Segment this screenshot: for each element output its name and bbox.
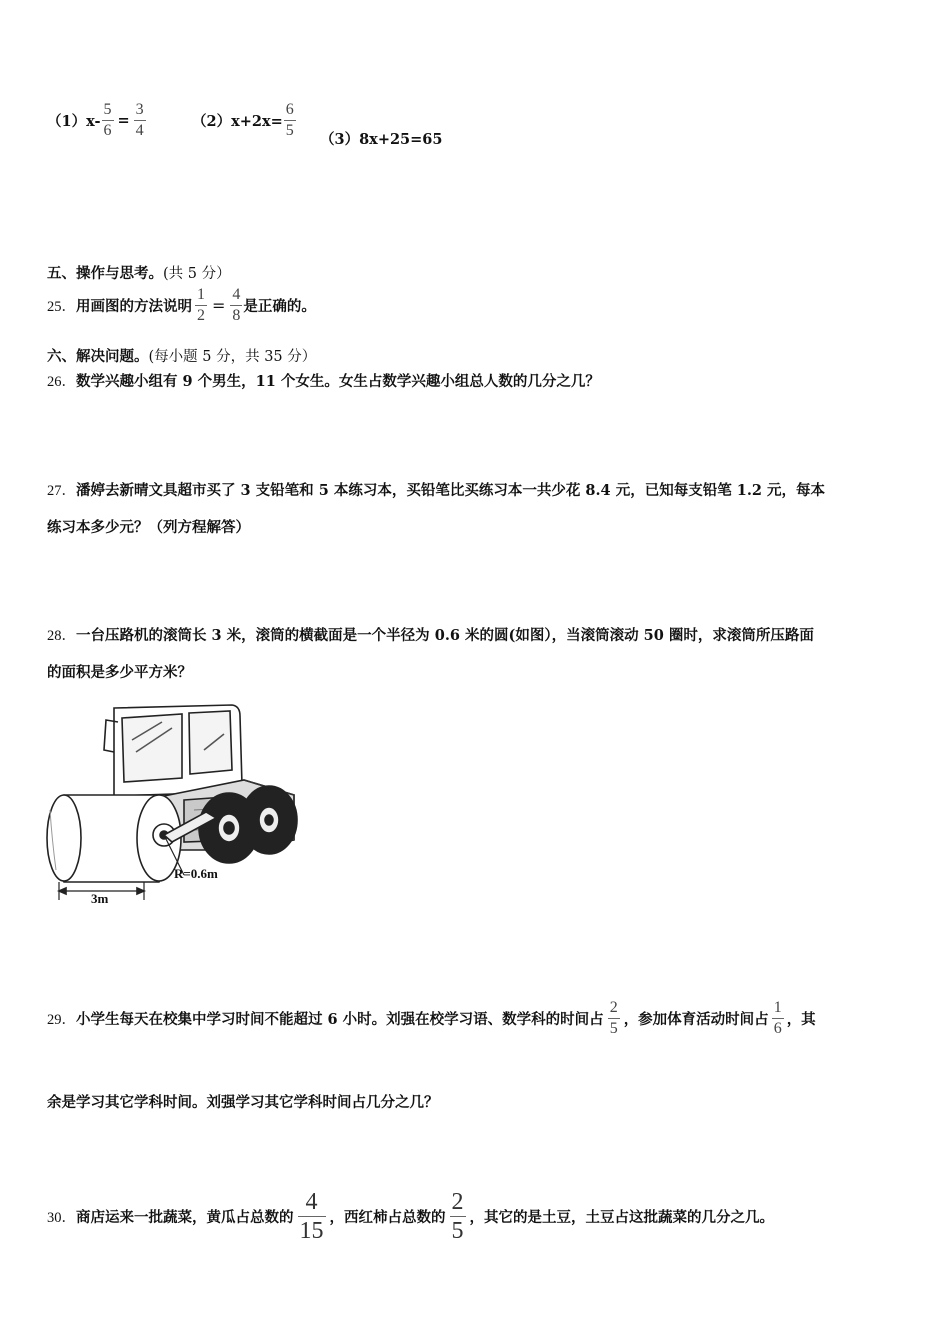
fraction: $\frac{2}{5}$: [609, 999, 618, 1037]
question-29: 29． 小学生每天在校集中学习时间不能超过 6 小时。刘强在校学习语、数学科的时间占 $\frac{2}{5}$ ，参加体育活动时间占 $\frac{1}{6}$ ，其: [47, 999, 816, 1037]
question-29-line-2: 余是学习其它学科时间。刘强学习其它学科时间占几分之几？: [47, 1094, 439, 1111]
question-26: 26．数学兴趣小组有 9 个男生，11 个女生。女生占数学兴趣小组总人数的几分之几？: [47, 373, 600, 390]
question-28-line-2: 的面积是多少平方米？: [47, 664, 192, 681]
length-label: 3m: [91, 891, 109, 905]
equation-3: （3）8x+25=65: [320, 131, 443, 148]
equation-2: [192, 102, 297, 139]
fraction: $\frac{4}{15}$: [299, 1189, 324, 1244]
equation-1: （1）x- $\frac{5}{6}$ = $\frac{3}{4}$: [47, 101, 144, 139]
section-6-heading: 六、解决问题。(每小题 5 分，共 35 分）: [47, 348, 317, 365]
fraction: $\frac{4}{8}$: [232, 286, 241, 324]
fraction: $\frac{1}{6}$: [773, 999, 782, 1037]
question-25: 25． 用画图的方法说明 $\frac{1}{2}$ = $\frac{4}{8}$ 是正确的。: [47, 286, 316, 324]
question-28: 28．一台压路机的滚筒长 3 米，滚筒的横截面是一个半径为 0.6 米的圆(如图），当滚筒滚动 50 圈时，求滚筒所压路面: [47, 627, 814, 644]
fraction: $\frac{1}{2}$: [197, 286, 205, 324]
fraction: $\frac{2}{5}$: [451, 1189, 464, 1244]
question-30: 30． 商店运来一批蔬菜，黄瓜占总数的 $\frac{4}{15}$ ，西红柿占总数的 $\frac{2}{5}$ ，其它的是土豆，土豆占这批蔬菜的几分之几。: [47, 1189, 774, 1244]
fraction: $\frac{5}{6}$: [103, 101, 112, 139]
road-roller-drawing: [44, 700, 306, 905]
road-roller-figure: [44, 700, 306, 905]
question-27-line-2: 练习本多少元？（列方程解答）: [47, 519, 250, 536]
radius-label: R=0.6m: [174, 866, 218, 881]
fraction: $\frac{6}{5}$: [285, 101, 294, 139]
equation-2-label: （2）x+2x=: [192, 113, 283, 130]
section-5-heading: 五、操作与思考。(共 5 分）: [47, 265, 231, 282]
fraction: $\frac{3}{4}$: [135, 101, 144, 139]
question-27: 27．潘婷去新晴文具超市买了 3 支铅笔和 5 本练习本，买铅笔比买练习本一共少花 8.4 元，已知每支铅笔 1.2 元，每本: [47, 482, 826, 499]
equation-1-label: （1）x-: [47, 113, 101, 130]
